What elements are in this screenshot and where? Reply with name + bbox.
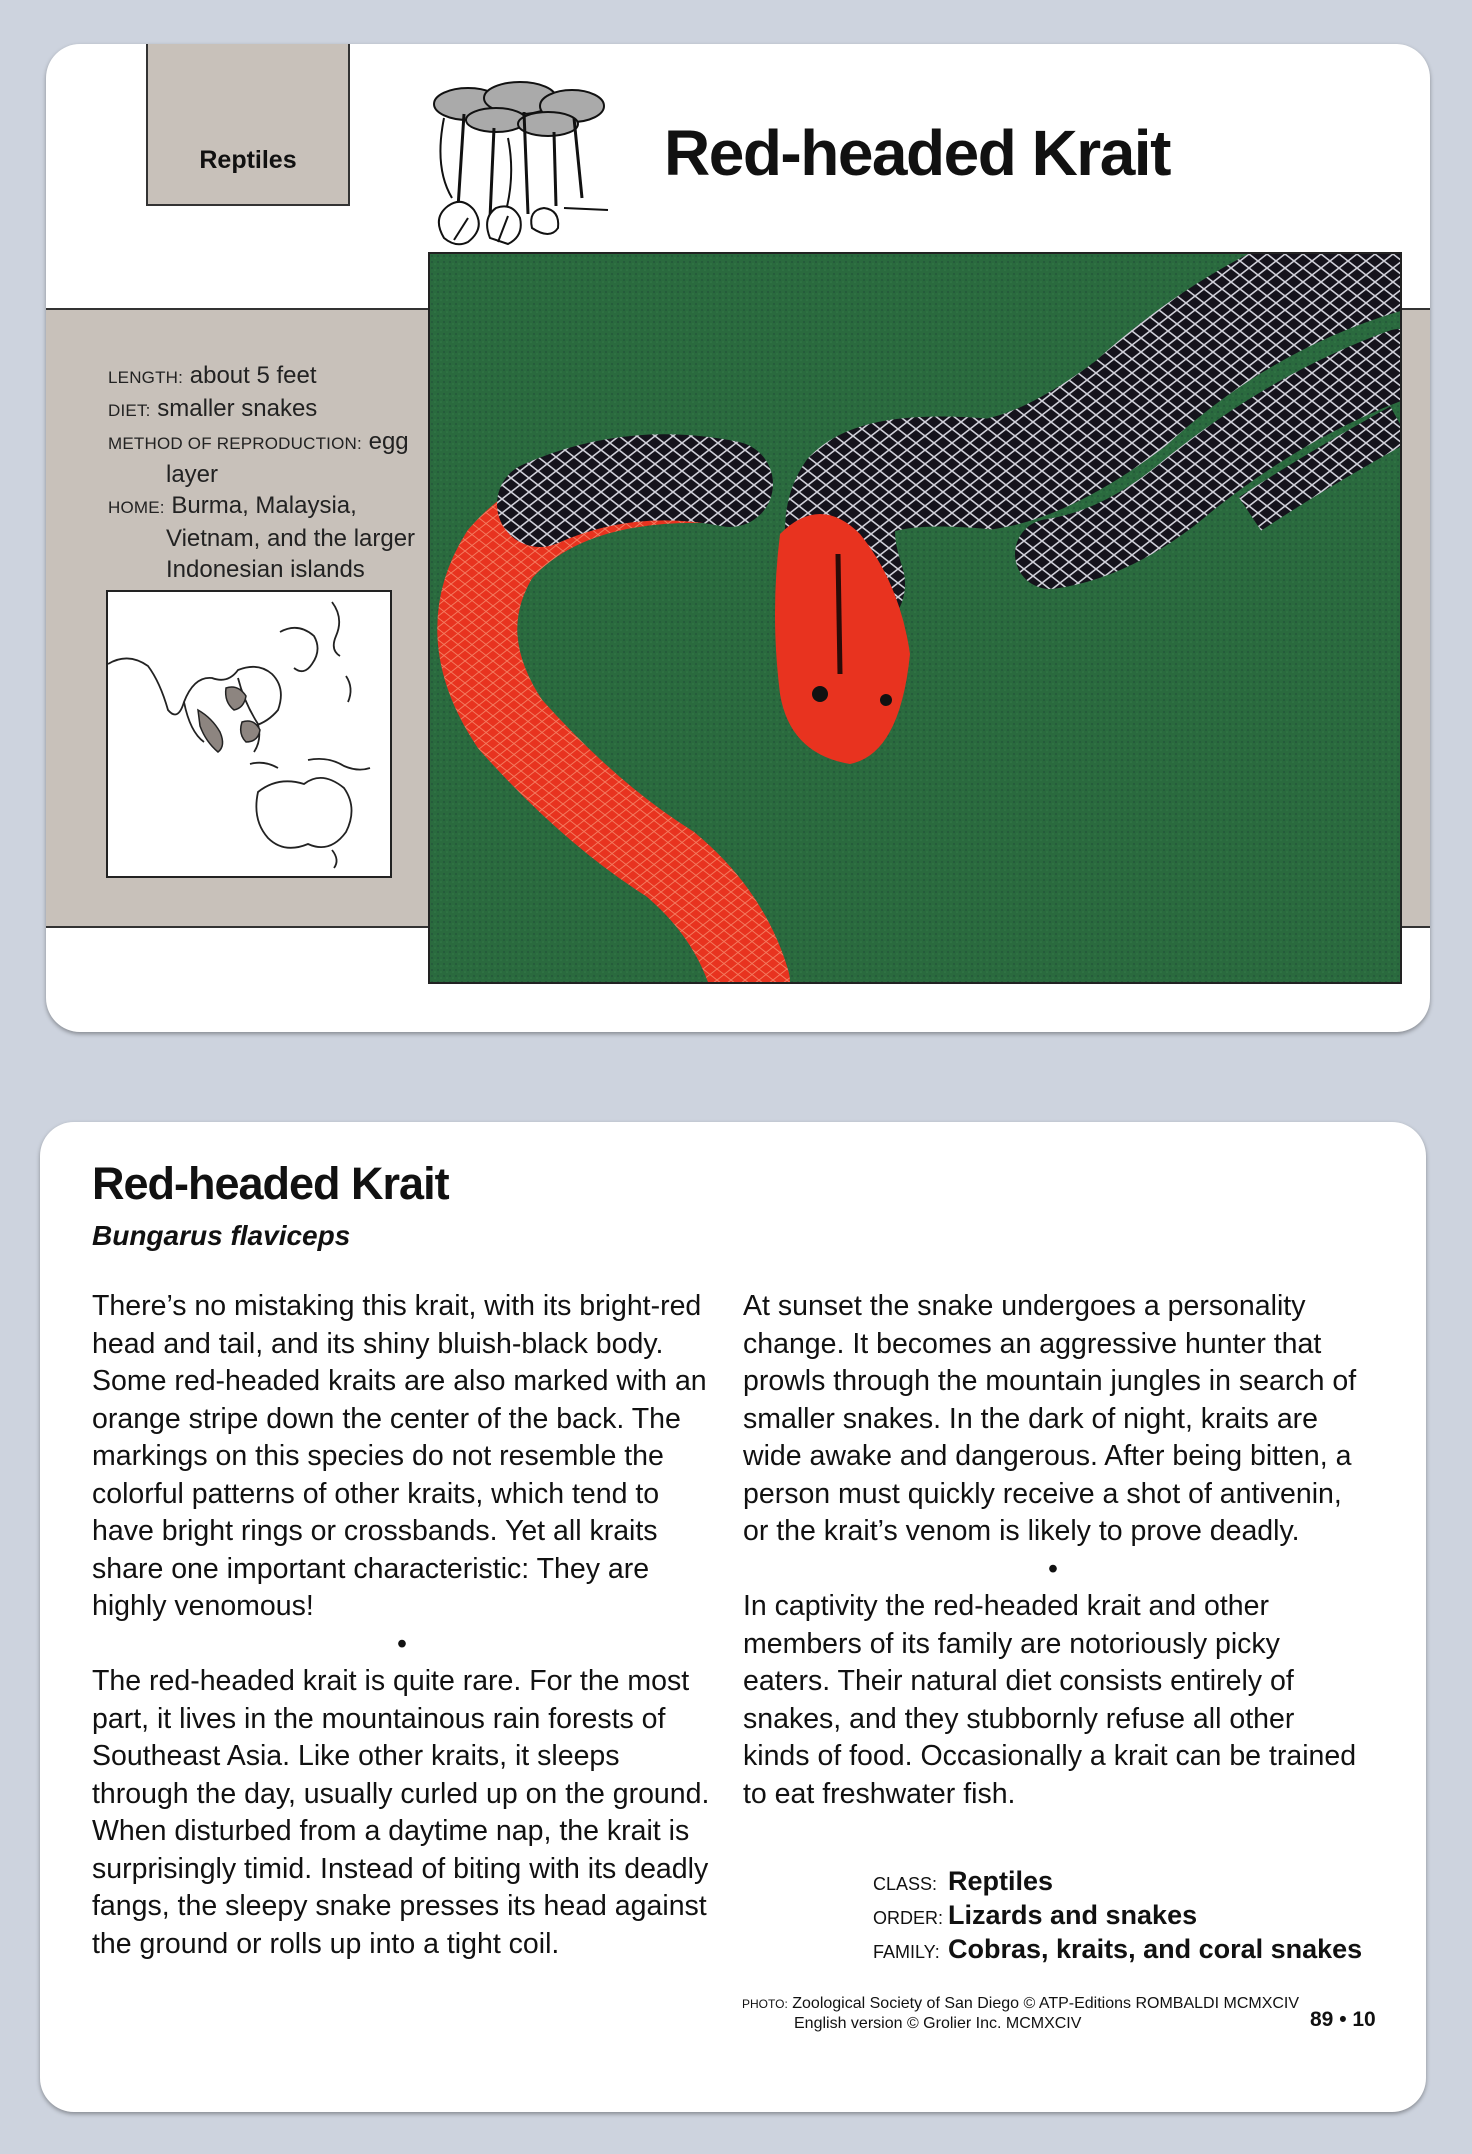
fact-home-cont-2: Indonesian islands — [166, 556, 365, 583]
fact-reproduction-value: egg — [368, 428, 409, 455]
fact-diet-value: smaller snakes — [157, 395, 318, 422]
fact-reproduction — [108, 426, 438, 459]
paragraph-divider: • — [397, 1627, 407, 1660]
fact-reproduction-cont: layer — [166, 461, 219, 488]
taxonomy-class-value: Reptiles — [948, 1866, 1054, 1896]
fact-diet — [108, 393, 438, 426]
back-title: Red-headed Krait — [92, 1158, 449, 1209]
fact-home-cont-1: Vietnam, and the larger — [166, 525, 416, 552]
credits-text-1: Zoological Society of San Diego © ATP-Editions ROMBALDI MCMXCIV — [792, 1995, 1300, 2012]
snake-photo — [428, 252, 1402, 984]
range-map — [106, 590, 392, 878]
fact-length-value: about 5 feet — [189, 362, 317, 389]
taxonomy-class — [873, 1866, 1362, 1900]
photo-label: PHOTO: — [742, 1997, 788, 2011]
credits-line-1 — [742, 1994, 1299, 2014]
fact-reproduction-key: METHOD OF REPRODUCTION: — [108, 434, 362, 453]
front-title: Red-headed Krait — [664, 117, 1170, 189]
fact-list — [108, 360, 438, 585]
taxonomy-order-value: Lizards and snakes — [948, 1900, 1198, 1930]
text-column-right — [743, 1288, 1363, 1813]
category-label: Reptiles — [199, 146, 297, 174]
photo-credits — [742, 1994, 1299, 2034]
body-paragraph: In captivity the red-headed krait and other members of its family are notoriously picky eaters. Their natural diet consists entirely of snakes, and they stubbornly refuse all other kinds of food. Occasionally a krait can be trained to eat freshwater fish. — [743, 1590, 1357, 1810]
taxonomy-family-value: Cobras, kraits, and coral snakes — [948, 1934, 1363, 1964]
fact-home-key: HOME: — [108, 498, 165, 517]
body-paragraph: At sunset the snake undergoes a personality change. It becomes an aggressive hunter that prowls through the mountain jungles in search of smaller snakes. In the dark of night, kraits are wide awake and dangerous. After being bitten, a person must quickly receive a shot of antivenin, or the krait’s venom is likely to prove deadly. — [743, 1290, 1357, 1547]
category-tab — [146, 44, 350, 206]
paragraph-divider: • — [1048, 1552, 1058, 1585]
credits-line-2: English version © Grolier Inc. MCMXCIV — [794, 2015, 1082, 2032]
fact-length-key: LENGTH: — [108, 368, 184, 387]
fact-home-value: Burma, Malaysia, — [171, 492, 357, 519]
fact-length — [108, 360, 438, 393]
taxonomy-family-key: FAMILY: — [873, 1942, 940, 1962]
card-number: 89 • 10 — [1310, 2008, 1376, 2031]
text-column-left — [92, 1288, 712, 1963]
taxonomy-class-key: CLASS: — [873, 1874, 938, 1894]
body-paragraph: There’s no mistaking this krait, with its bright-red head and tail, and its shiny bluish-black body. Some red-headed kraits are also marked with an orange stripe down the center of the back. The markings on this species do not resemble the colorful patterns of other kraits, which tend to have bright rings or crossbands. Yet all kraits share one important characteristic: They are highly venomous! — [92, 1290, 707, 1622]
fact-home — [108, 490, 438, 523]
fact-diet-key: DIET: — [108, 401, 151, 420]
front-card — [46, 44, 1430, 1032]
scientific-name: Bungarus flaviceps — [92, 1220, 351, 1251]
taxonomy-order — [873, 1900, 1362, 1934]
taxonomy-family — [873, 1934, 1362, 1968]
body-paragraph: The red-headed krait is quite rare. For the most part, it lives in the mountainous rain forests of Southeast Asia. Like other kraits, it sleeps through the day, usually curled up on the ground. When disturbed from a daytime nap, the krait is surprisingly timid. Instead of biting with its deadly fangs, the sleepy snake presses its head against the ground or rolls up into a tight coil. — [92, 1665, 710, 1960]
back-card — [40, 1122, 1426, 2112]
taxonomy-order-key: ORDER: — [873, 1908, 944, 1928]
tropical-forest-icon — [424, 78, 610, 248]
taxonomy — [873, 1866, 1362, 1968]
